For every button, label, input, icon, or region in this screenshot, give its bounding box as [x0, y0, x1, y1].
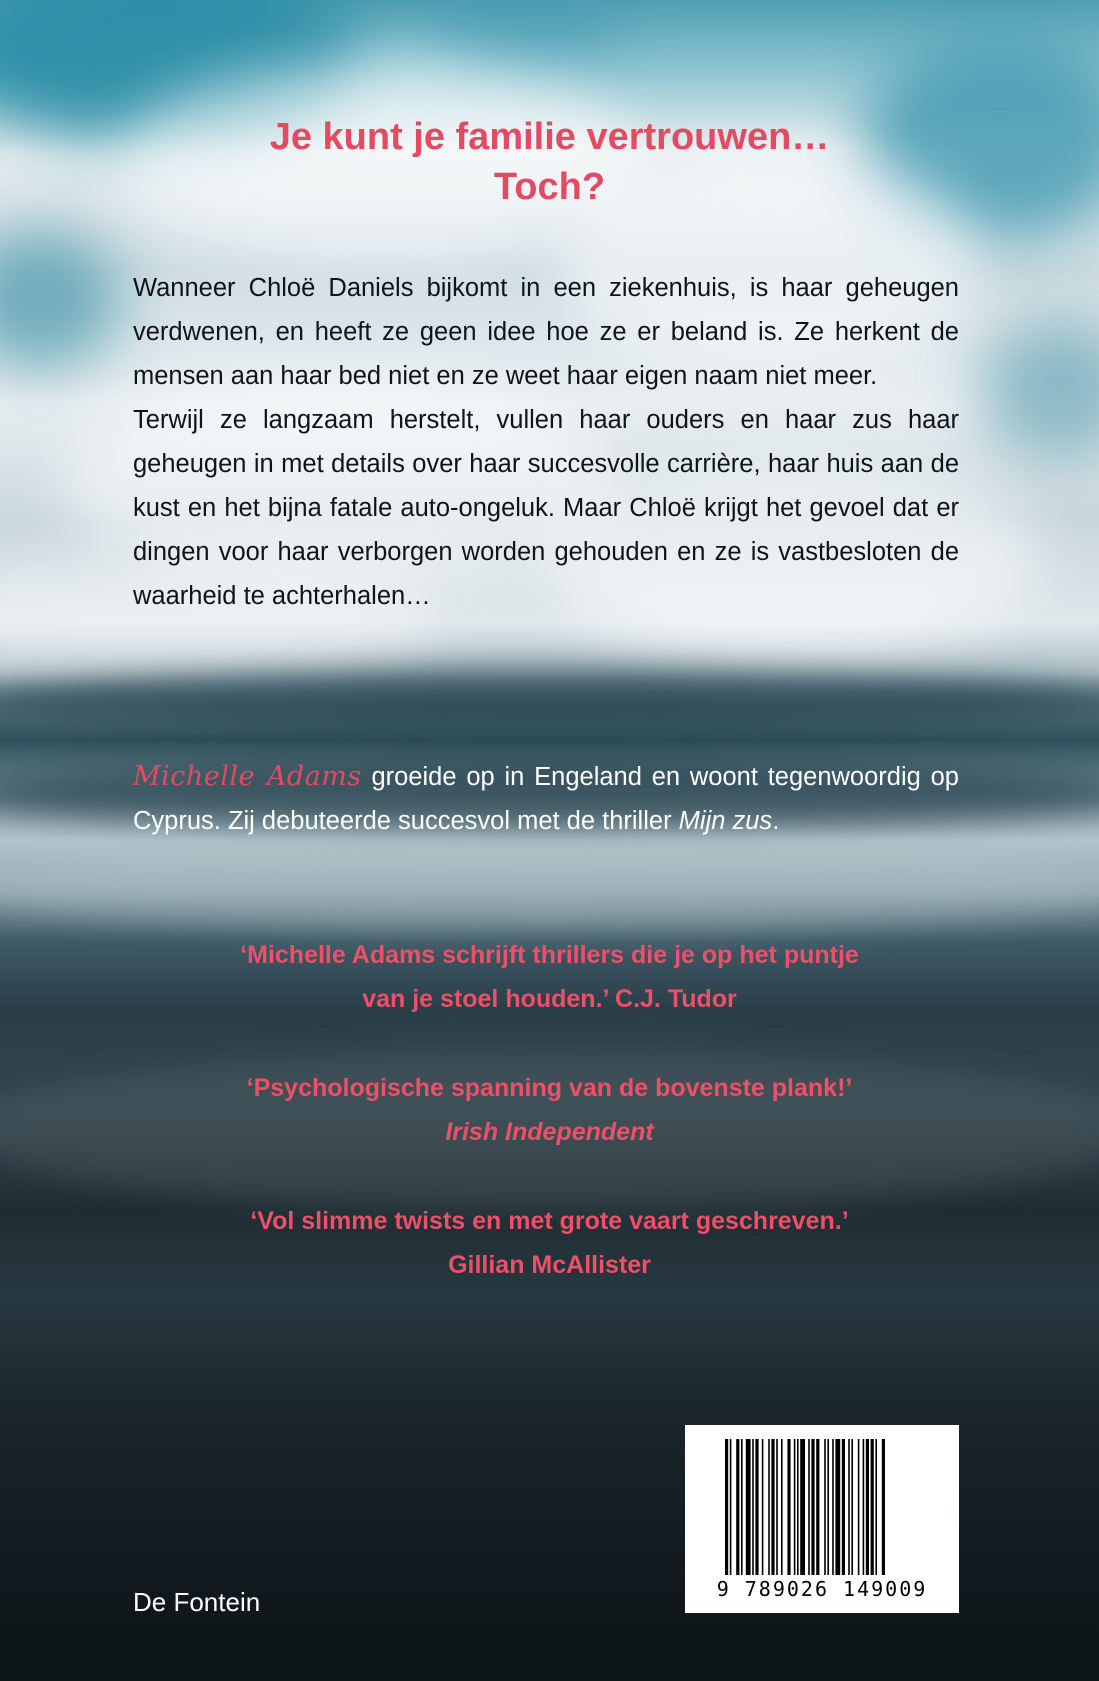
- blurb-paragraph: Wanneer Chloë Daniels bijkomt in een ziekenhuis, is haar geheugen verdwenen, en heeft ze geen idee hoe ze er beland is. Ze herkent de mensen aan haar bed niet en ze weet haar eigen naam niet meer.: [133, 274, 959, 390]
- barcode-bar: [875, 1439, 877, 1575]
- author-bio-book-title: Mijn zus: [678, 807, 773, 835]
- blurb: [133, 266, 959, 618]
- author-bio-end: .: [772, 807, 780, 835]
- barcode-bar: [797, 1439, 799, 1575]
- sky-patch: [0, 230, 120, 370]
- sky-patch: [980, 320, 1099, 460]
- quote-line: ‘Psychologische spanning van de bovenste plank!’: [246, 1074, 853, 1102]
- review-quote: [0, 933, 1099, 1021]
- barcode-bar: [771, 1439, 774, 1575]
- review-quote: [0, 1199, 1099, 1287]
- barcode-bar: [882, 1439, 885, 1575]
- barcode-bar: [848, 1439, 850, 1575]
- publisher-name: De Fontein: [133, 1587, 261, 1617]
- isbn-digits: 9 789026 149009: [716, 1577, 928, 1601]
- review-quote: [0, 1066, 1099, 1154]
- barcode-bar: [725, 1439, 728, 1575]
- barcode-bar: [827, 1439, 829, 1575]
- barcode-bar: [781, 1439, 783, 1575]
- barcode-bar: [863, 1439, 865, 1575]
- barcode-bar: [776, 1439, 778, 1575]
- author-bio: [133, 755, 959, 843]
- barcode-bar: [746, 1439, 751, 1575]
- quote-line: ‘Michelle Adams schrijft thrillers die je op het puntje: [240, 941, 859, 969]
- barcode-bars: [725, 1439, 919, 1575]
- author-name: Michelle Adams: [133, 761, 362, 792]
- headline-line-2: Toch?: [493, 166, 606, 208]
- barcode-bar: [787, 1439, 790, 1575]
- barcode-bar: [736, 1439, 739, 1575]
- barcode-bar: [730, 1439, 732, 1575]
- barcode-bar: [824, 1439, 826, 1575]
- quote-source: Gillian McAllister: [448, 1251, 651, 1279]
- barcode-bar: [741, 1439, 743, 1575]
- barcode-bar: [762, 1439, 764, 1575]
- quote-source: Irish Independent: [445, 1118, 654, 1146]
- barcode-bar: [871, 1439, 874, 1575]
- barcode-bar: [808, 1439, 810, 1575]
- barcode-bar: [800, 1439, 805, 1575]
- quote-line: ‘Vol slimme twists en met grote vaart geschreven.’: [250, 1207, 849, 1235]
- barcode-bar: [858, 1439, 860, 1575]
- barcode-bar: [816, 1439, 819, 1575]
- sky-patch: [420, 0, 620, 60]
- barcode-bar: [794, 1439, 796, 1575]
- quote-line: van je stoel houden.’ C.J. Tudor: [362, 985, 737, 1013]
- headline-line-1: Je kunt je familie vertrouwen…: [269, 116, 830, 158]
- barcode-bar: [866, 1439, 869, 1575]
- blurb-paragraph: Terwijl ze langzaam herstelt, vullen haar ouders en haar zus haar geheugen in met details over haar succesvolle carrière, haar huis aan de kust en het bijna fatale auto-ongeluk. Maar Chloë krijgt het gevoel dat er dingen voor haar verborgen worden gehouden en ze is vastbesloten de waarheid te achterhalen…: [133, 406, 959, 610]
- barcode-bar: [832, 1439, 834, 1575]
- wave: [0, 670, 1099, 730]
- barcode-bar: [842, 1439, 845, 1575]
- barcode-bar: [851, 1439, 853, 1575]
- review-quotes: [0, 933, 1099, 1332]
- barcode-bar: [811, 1439, 814, 1575]
- barcode-bar: [768, 1439, 770, 1575]
- barcode-bar: [755, 1439, 758, 1575]
- barcode-bar: [752, 1439, 754, 1575]
- wave: [0, 840, 1099, 930]
- barcode-bar: [835, 1439, 840, 1575]
- cover-headline: [0, 112, 1099, 212]
- isbn-barcode: [685, 1425, 959, 1613]
- author-bio-text: groeide op in Engeland en woont tegenwoordig op Cyprus. Zij debuteerde succesvol met de thriller: [133, 763, 959, 835]
